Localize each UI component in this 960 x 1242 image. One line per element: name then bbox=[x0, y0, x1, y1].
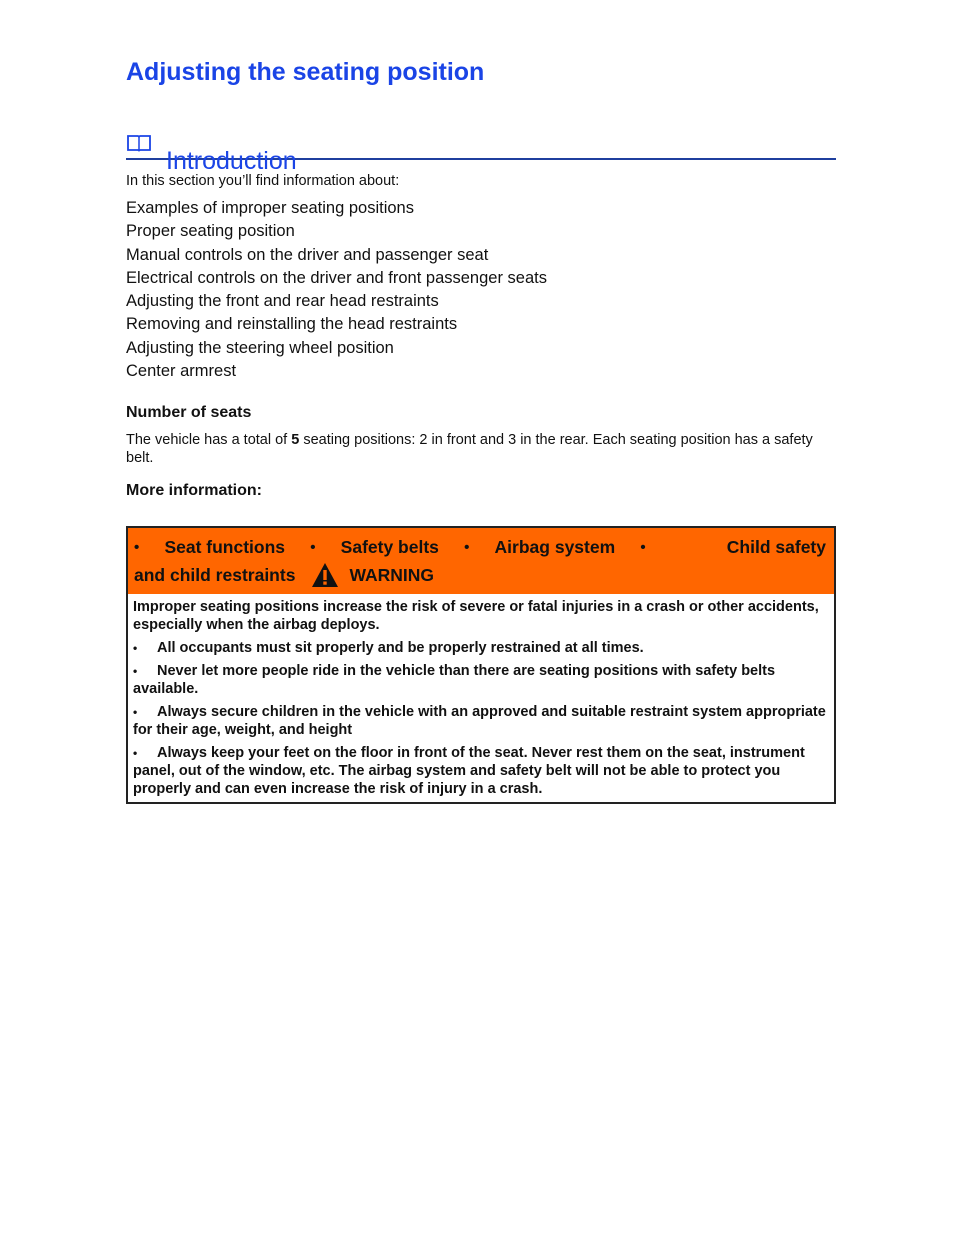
warning-item bbox=[133, 662, 831, 698]
warning-label: WARNING bbox=[349, 564, 435, 585]
topic-link[interactable]: Examples of improper seating positions bbox=[126, 199, 414, 217]
bullet: • bbox=[134, 539, 140, 556]
warning-body bbox=[133, 598, 831, 803]
intro-text: In this section you’ll find information about: bbox=[126, 173, 400, 189]
seats-heading: Number of seats bbox=[126, 404, 252, 421]
link-child-safety[interactable]: Child safety bbox=[726, 537, 826, 557]
page-title: Adjusting the seating position bbox=[126, 58, 485, 86]
warning-item bbox=[133, 744, 831, 798]
topic-link[interactable]: Removing and reinstalling the head restraints bbox=[126, 315, 458, 334]
more-info-heading: More information: bbox=[126, 482, 262, 499]
warning-triangle-icon bbox=[311, 562, 339, 588]
warning-item-text: Never let more people ride in the vehicle than there are seating positions with safety belts available. bbox=[133, 663, 776, 697]
section-title: Introduction bbox=[166, 146, 297, 175]
warning-item-text: Always secure children in the vehicle with an approved and suitable restraint system appropriate for their age, weight, and height bbox=[133, 704, 826, 738]
topic-link[interactable]: Manual controls on the driver and passenger seat bbox=[126, 245, 489, 264]
seats-text-before: The vehicle has a total of bbox=[126, 432, 292, 448]
bullet: • bbox=[133, 746, 138, 760]
warning-intro: Improper seating positions increase the risk of severe or fatal injuries in a crash or other accidents, especially when the airbag deploys. bbox=[133, 599, 819, 633]
warning-item bbox=[133, 703, 831, 739]
warning-box bbox=[126, 526, 836, 804]
seats-text-after: seating positions: 2 in front and 3 in the rear. Each seating position has a safety belt. bbox=[126, 432, 813, 466]
topic-link[interactable]: Adjusting the front and rear head restraints bbox=[126, 292, 439, 311]
seats-count: 5 bbox=[291, 432, 300, 448]
bullet: • bbox=[133, 641, 138, 655]
section-header bbox=[126, 126, 836, 175]
topic-link[interactable]: Proper seating position bbox=[126, 222, 295, 241]
seats-description bbox=[126, 431, 836, 467]
warning-item-text: All occupants must sit properly and be properly restrained at all times. bbox=[157, 640, 644, 656]
warning-label-row bbox=[134, 562, 434, 588]
warning-links-row bbox=[134, 537, 826, 558]
bullet: • bbox=[133, 664, 138, 678]
bullet: • bbox=[640, 539, 646, 556]
warning-item-text: Always keep your feet on the floor in front of the seat. Never rest them on the seat, instrument panel, out of the window, etc. The airbag system and safety belt will not be able to protect you properly and can even increase the risk of injury in a crash. bbox=[133, 745, 805, 797]
book-icon bbox=[126, 134, 152, 152]
bullet: • bbox=[464, 539, 470, 556]
link-child-restraints[interactable]: and child restraints bbox=[134, 564, 296, 585]
link-seat-functions[interactable]: Seat functions bbox=[164, 537, 286, 557]
link-safety-belts[interactable]: Safety belts bbox=[340, 537, 439, 557]
link-airbag-system[interactable]: Airbag system bbox=[494, 537, 616, 557]
bullet: • bbox=[133, 705, 138, 719]
topic-link[interactable]: Adjusting the steering wheel position bbox=[126, 338, 394, 357]
topic-link[interactable]: Center armrest bbox=[126, 362, 237, 381]
warning-item bbox=[133, 639, 831, 657]
topic-link[interactable]: Electrical controls on the driver and front passenger seats bbox=[126, 268, 547, 287]
bullet: • bbox=[310, 539, 316, 556]
topic-list bbox=[126, 197, 547, 383]
warning-header bbox=[128, 528, 834, 594]
